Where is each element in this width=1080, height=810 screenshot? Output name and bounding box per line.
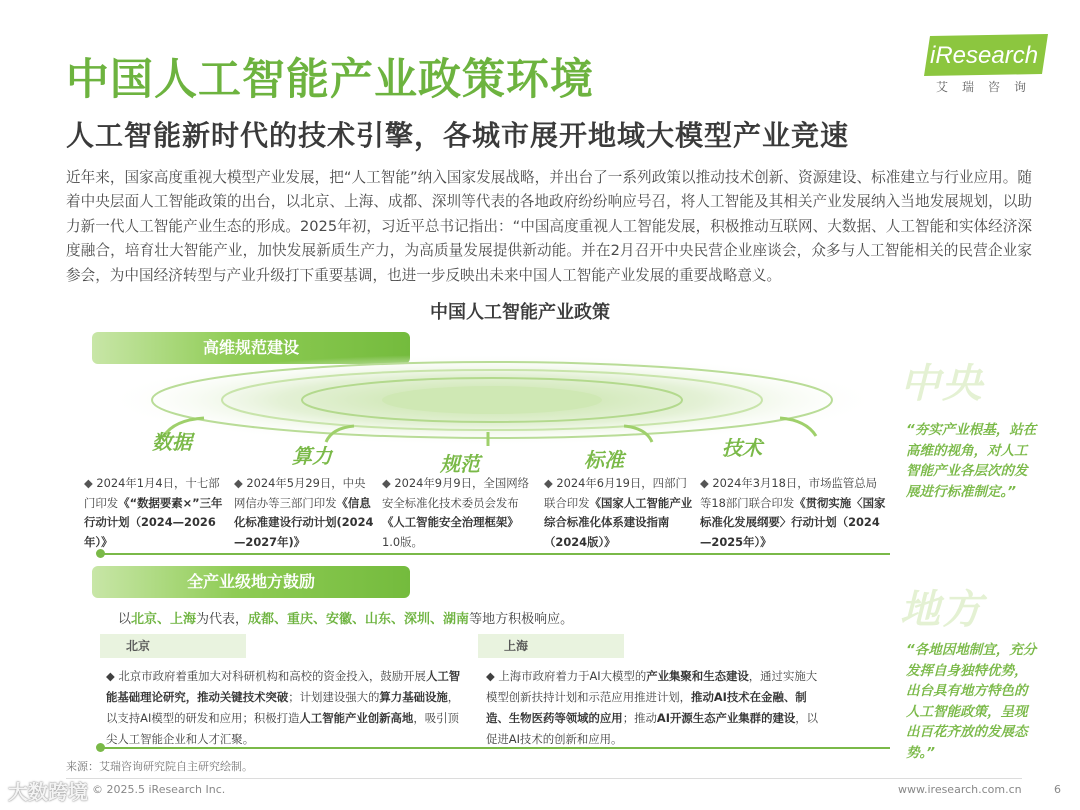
- policy-doc: 《国家人工智能产业综合标准化体系建设指南（2024版）》: [544, 495, 693, 549]
- bullet-icon: ◆: [544, 476, 553, 490]
- category-technology: 技术: [722, 436, 762, 460]
- footer-copyright: © 2025.5 iResearch Inc.: [92, 783, 226, 796]
- local-quote: “各地因地制宜，充分发挥自身独特优势，出台具有地方特色的人工智能政策，呈现出百花齐放的发展态势。”: [906, 642, 1037, 761]
- page-subtitle: 人工智能新时代的技术引擎，各城市展开地域大模型产业竞速: [66, 119, 850, 152]
- local-line-highlight: 北京、上海: [131, 612, 197, 627]
- policy-doc: 《贯彻实施〈国家标准化发展纲要〉行动计划（2024—2025年）》: [700, 495, 886, 549]
- logo-subtext: 艾瑞咨询: [936, 80, 1041, 94]
- local-line-text: 等地方积极响应。: [469, 612, 574, 627]
- city-tag-beijing: 北京: [100, 634, 246, 658]
- page-title: 中国人工智能产业政策环境: [66, 55, 594, 105]
- footer-divider: [66, 778, 1022, 779]
- text-highlight: AI开源生态产业集群的建设: [656, 711, 796, 725]
- category-compute: 算力: [292, 444, 332, 468]
- text-segment: 上海市政府着力于AI大模型的: [498, 669, 647, 683]
- bullet-icon: ◆: [234, 476, 243, 490]
- text-highlight: 人工智能基础理论研究，推动关键技术突破: [106, 669, 461, 704]
- page-number: 6: [1054, 783, 1061, 796]
- local-region-label: 地方: [900, 587, 984, 633]
- ripple-decoration-icon: [104, 346, 880, 454]
- policy-date: 2024年9月9日，全国网络安全标准化技术委员会发布: [382, 476, 529, 510]
- iresearch-logo: [924, 34, 1052, 98]
- intro-paragraph: 近年来，国家高度重视大模型产业发展，把“人工智能”纳入国家发展战略，并出台了一系列政策以推动技术创新、资源建设、标准建立与行业应用。随着中央层面人工智能政策的出台，以北京、上海、成都、深圳等代表的各地政府纷纷响应号召，将人工智能及其相关产业发展纳入当地发展规划，以助力新一代人工智能产业生态的形成。2025年初，习近平总书记指出：“中国高度重视人工智能发展，积极推动互联网、大数据、人工智能和实体经济深度融合，培育壮大智能产业，加快发展新质生产力，为高质量发展提供新动能。并在2月召开中央民营企业座谈会，众多与人工智能相关的民营企业家参会，为中国经济转型与产业升级打下重要基调，也进一步反映出未来中国人工智能产业发展的重要战略意义。: [66, 169, 1032, 284]
- text-segment: ；计划建设强大的: [288, 690, 380, 704]
- text-segment: ；推动: [622, 711, 657, 725]
- category-regulation: 规范: [440, 452, 480, 476]
- local-bar: 全产业级地方鼓励: [92, 566, 410, 598]
- policy-doc: 《人工智能安全治理框架》: [382, 515, 519, 529]
- policy-date: 2024年5月29日，中央网信办等三部门印发: [234, 476, 366, 510]
- timeline-line: [100, 553, 890, 555]
- text-highlight: 算力基础设施: [379, 690, 448, 704]
- local-cities-line: [118, 608, 573, 627]
- text-segment: 北京市政府着重加大对科研机构和高校的资金投入，鼓励开展: [118, 669, 426, 683]
- text-segment: ，以促进AI技术的创新和应用。: [486, 711, 819, 746]
- central-region-label: 中央: [900, 361, 984, 407]
- central-bar: 高维规范建设: [92, 332, 410, 364]
- city-tag-shanghai: 上海: [478, 634, 624, 658]
- local-line-highlight: 成都、重庆、安徽、山东、深圳、湖南: [248, 612, 470, 627]
- bullet-icon: ◆: [486, 669, 495, 683]
- policy-section-title: 中国人工智能产业政策: [430, 302, 610, 323]
- policy-column: [382, 474, 532, 552]
- shanghai-policy-text: [486, 666, 822, 750]
- policy-date: 2024年3月18日，市场监管总局等18部门联合印发: [700, 476, 878, 510]
- local-line-text: 以: [118, 612, 132, 627]
- policy-date: 2024年6月19日，四部门联合印发: [544, 476, 687, 510]
- beijing-policy-text: [106, 666, 462, 750]
- watermark: 大数跨境: [8, 780, 88, 804]
- text-highlight: 产业集聚和生态建设: [646, 669, 749, 683]
- source-note: 来源：艾瑞咨询研究院自主研究绘制。: [66, 760, 253, 773]
- policy-doc: 《信息化标准建设行动计划(2024—2027年)》: [234, 495, 374, 549]
- policy-column: [700, 474, 886, 552]
- policy-date: 2024年1月4日，十七部门印发: [84, 476, 220, 510]
- text-highlight: 推动AI技术在金融、制造、生物医药等领域的应用: [486, 690, 807, 725]
- category-standard: 标准: [584, 448, 624, 472]
- category-data: 数据: [152, 430, 192, 454]
- text-segment: ，通过实施大模型创新扶持计划和示范应用推进计划，: [486, 669, 818, 704]
- timeline-line: [100, 747, 890, 749]
- text-segment: ，吸引顶尖人工智能企业和人才汇聚。: [106, 711, 459, 746]
- logo-text: iResearch: [930, 42, 1039, 69]
- policy-rest: 1.0版。: [382, 534, 423, 549]
- policy-doc: 《“数据要素×”三年行动计划（2024—2026年）》: [84, 495, 223, 549]
- text-highlight: 人工智能产业创新高地: [299, 711, 414, 725]
- policy-column: [544, 474, 694, 552]
- bullet-icon: ◆: [106, 669, 115, 683]
- bullet-icon: ◆: [700, 476, 709, 490]
- local-line-text: 为代表，: [196, 612, 249, 627]
- text-segment: ，以支持AI模型的研发和应用；积极打造: [106, 690, 460, 725]
- central-quote: “夯实产业根基，站在高维的视角，对人工智能产业各层次的发展进行标准制定。”: [906, 422, 1037, 500]
- policy-column: [234, 474, 374, 552]
- bullet-icon: ◆: [84, 476, 93, 490]
- bullet-icon: ◆: [382, 476, 391, 490]
- footer-website: www.iresearch.com.cn: [898, 783, 1022, 796]
- policy-column: [84, 474, 230, 552]
